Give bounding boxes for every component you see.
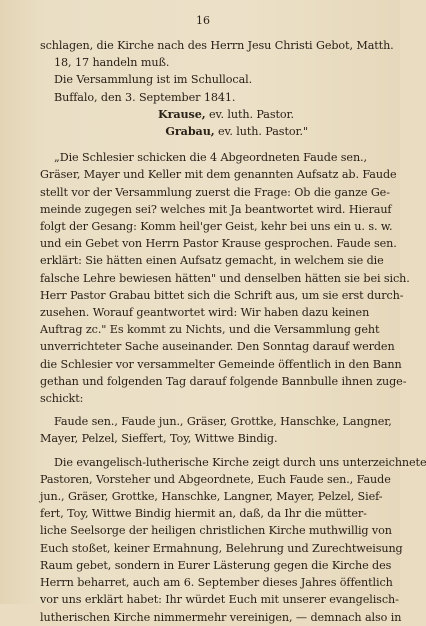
paragraph-report (40, 149, 410, 407)
signatory-title: ev. luth. Pastor." (214, 125, 308, 139)
paragraph-excommunication (40, 454, 426, 626)
text-line: Die Versammlung ist im Schullocal. (54, 73, 253, 87)
text-line: 18, 17 handeln muß. (54, 56, 170, 70)
text-line: Euch stoßet, keiner Ermahnung, Belehrung und Zurechtweisung (40, 541, 403, 555)
signature-grabau (40, 123, 366, 140)
text-line: die Schlesier vor versammelter Gemeinde öffentlich in den Bann (40, 357, 402, 371)
text-line: meinde zugegen sei? welches mit Ja beantwortet wird. Hierauf (40, 202, 392, 216)
text-line: falsche Lehre bewiesen hätten" und denselben hätten sie bei sich. (40, 271, 410, 285)
text-line: Herrn beharret, auch am 6. September dieses Jahres öffentlich (40, 576, 393, 590)
text-line: fert, Toy, Wittwe Bindig hiermit an, daß, da Ihr die mütter- (40, 507, 367, 521)
text-line: Auftrag zc." Es kommt zu Nichts, und die Versammlung geht (40, 323, 380, 337)
signatory-name: Grabau, (165, 124, 215, 139)
text-line: jun., Gräser, Grottke, Hanschke, Langner, Mayer, Pelzel, Sief- (40, 490, 383, 504)
names-list (40, 413, 392, 447)
text-line: „Die Schlesier schicken die 4 Abgeordneten Faude sen., (54, 151, 367, 165)
text-line: unverrichteter Sache auseinander. Den Sonntag darauf werden (40, 340, 395, 354)
page-number: 16 (196, 14, 210, 27)
text-line: Raum gebet, sondern in Eurer Lästerung gegen die Kirche des (40, 558, 392, 572)
text-line: Die evangelisch-lutherische Kirche zeigt durch uns unterzeichnete (54, 455, 426, 469)
text-line: stellt vor der Versammlung zuerst die Frage: Ob die ganze Ge- (40, 185, 390, 199)
text-line: gethan und folgenden Tag darauf folgende Bannbulle ihnen zuge- (40, 374, 407, 388)
text-line: und ein Gebet von Herrn Pastor Krause gesprochen. Faude sen. (40, 237, 397, 251)
signature-block (40, 106, 366, 140)
text-line: vor uns erklärt habet: Ihr würdet Euch mit unserer evangelisch- (40, 593, 399, 607)
text-line: Gräser, Mayer und Keller mit dem genannten Aufsatz ab. Faude (40, 168, 397, 182)
signatory-title: ev. luth. Pastor. (205, 107, 294, 121)
text-line: schlagen, die Kirche nach des Herrn Jesu Christi Gebot, Matth. (40, 39, 394, 52)
place-date-line: Buffalo, den 3. September 1841. (54, 90, 236, 104)
text-line: erklärt: Sie hätten einen Aufsatz gemacht, in welchem sie die (40, 254, 384, 268)
text-line: Mayer, Pelzel, Sieffert, Toy, Wittwe Bindig. (40, 432, 278, 446)
signature-krause (40, 106, 366, 123)
signatory-name: Krause, (157, 106, 206, 121)
text-line: liche Seelsorge der heiligen christlichen Kirche muthwillig von (40, 524, 392, 538)
text-line: lutherischen Kirche nimmermehr vereinigen, — demnach also in (40, 610, 402, 624)
text-line: Faude sen., Faude jun., Gräser, Grottke, Hanschke, Langner, (54, 415, 392, 429)
text-line: Herr Pastor Grabau bittet sich die Schrift aus, um sie erst durch- (40, 288, 404, 302)
text-line: Pastoren, Vorsteher und Abgeordnete, Euch Faude sen., Faude (40, 472, 391, 486)
text-line: zusehen. Worauf geantwortet wird: Wir haben dazu keinen (40, 306, 370, 320)
text-line: folgt der Gesang: Komm heil'ger Geist, kehr bei uns ein u. s. w. (40, 220, 393, 234)
text-line: schickt: (40, 392, 84, 406)
opening-block (40, 37, 394, 106)
